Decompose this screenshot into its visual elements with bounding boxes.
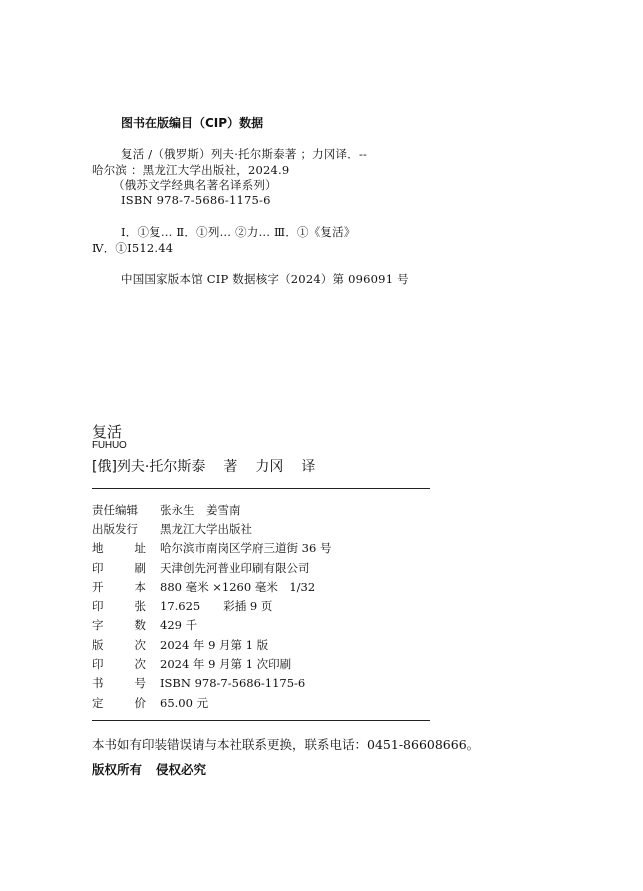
meta-value: 哈尔滨市南岗区学府三道街 36 号 (160, 541, 332, 556)
meta-value: 张永生 姜雪南 (160, 502, 241, 517)
meta-row (92, 693, 331, 712)
translator-role: 译 (301, 459, 316, 475)
author-name: [俄]列夫·托尔斯泰 (92, 459, 206, 475)
meta-value: ISBN 978-7-5686-1175-6 (160, 676, 306, 691)
meta-row (92, 674, 331, 693)
meta-label: 印 (92, 560, 104, 575)
meta-row (92, 635, 331, 654)
meta-value: 880 毫米 ×1260 毫米 1/32 (160, 579, 316, 594)
meta-label: 地 (92, 541, 104, 556)
meta-value: 17.625 彩插 9 页 (160, 599, 273, 614)
meta-label: 定 (92, 695, 104, 710)
meta-value: 429 千 (160, 618, 198, 633)
cip-heading: 图书在版编目（CIP）数据 (121, 116, 264, 130)
cip-line-series: （俄苏文学经典名著名译系列） (113, 178, 277, 192)
meta-row (92, 539, 331, 558)
meta-row (92, 616, 331, 635)
replacement-notice: 本书如有印装错误请与本社联系更换，联系电话：0451-86608666。 (92, 737, 480, 752)
cip-line-title: 复活 /（俄罗斯）列夫·托尔斯泰著 ；力冈译．-- (121, 147, 368, 161)
meta-label: 刷 (134, 560, 146, 575)
meta-row (92, 519, 331, 538)
meta-label: 版 (92, 637, 104, 652)
book-title: 复活 (92, 423, 123, 441)
meta-row (92, 500, 331, 519)
divider-bottom (92, 720, 430, 721)
translator-name: 力冈 (255, 459, 284, 475)
infringement-warning: 侵权必究 (156, 762, 207, 777)
meta-label: 号 (134, 676, 146, 691)
meta-row (92, 577, 331, 596)
meta-row (92, 654, 331, 673)
meta-label: 价 (134, 695, 146, 710)
cip-line-index: Ⅰ．①复… Ⅱ．①列… ②力… Ⅲ．①《复活》 (121, 225, 356, 239)
meta-value: 2024 年 9 月第 1 次印刷 (160, 657, 292, 672)
meta-label: 本 (134, 579, 146, 594)
meta-label: 数 (134, 618, 146, 633)
author-line (92, 456, 333, 476)
meta-label: 责任编辑 (92, 502, 138, 517)
meta-value: 黑龙江大学出版社 (160, 521, 252, 536)
meta-label: 开 (92, 579, 104, 594)
cip-line-publisher: 哈尔滨 ：黑龙江大学出版社，2024.9 (92, 163, 290, 177)
book-title-pinyin: FUHUO (92, 440, 127, 451)
meta-value: 2024 年 9 月第 1 版 (160, 637, 269, 652)
meta-row (92, 558, 331, 577)
meta-label: 出版发行 (92, 521, 138, 536)
meta-label: 张 (134, 599, 146, 614)
author-role: 著 (223, 459, 238, 475)
meta-value: 天津创先河普业印刷有限公司 (160, 560, 310, 575)
meta-label: 印 (92, 657, 104, 672)
meta-label: 印 (92, 599, 104, 614)
meta-label: 字 (92, 618, 104, 633)
rights-reserved: 版权所有 (92, 762, 143, 777)
cip-line-isbn: ISBN 978-7-5686-1175-6 (121, 193, 271, 207)
publication-details (92, 500, 331, 712)
cip-line-classification: Ⅳ．①I512.44 (92, 241, 174, 255)
meta-label: 次 (134, 637, 146, 652)
meta-label: 书 (92, 676, 104, 691)
meta-value: 65.00 元 (160, 695, 209, 710)
copyright-notice (92, 760, 220, 778)
meta-label: 次 (134, 657, 146, 672)
meta-row (92, 596, 331, 615)
meta-label: 址 (134, 541, 146, 556)
divider-top (92, 488, 430, 489)
cip-line-record-number: 中国国家版本馆 CIP 数据核字（2024）第 096091 号 (121, 272, 409, 286)
